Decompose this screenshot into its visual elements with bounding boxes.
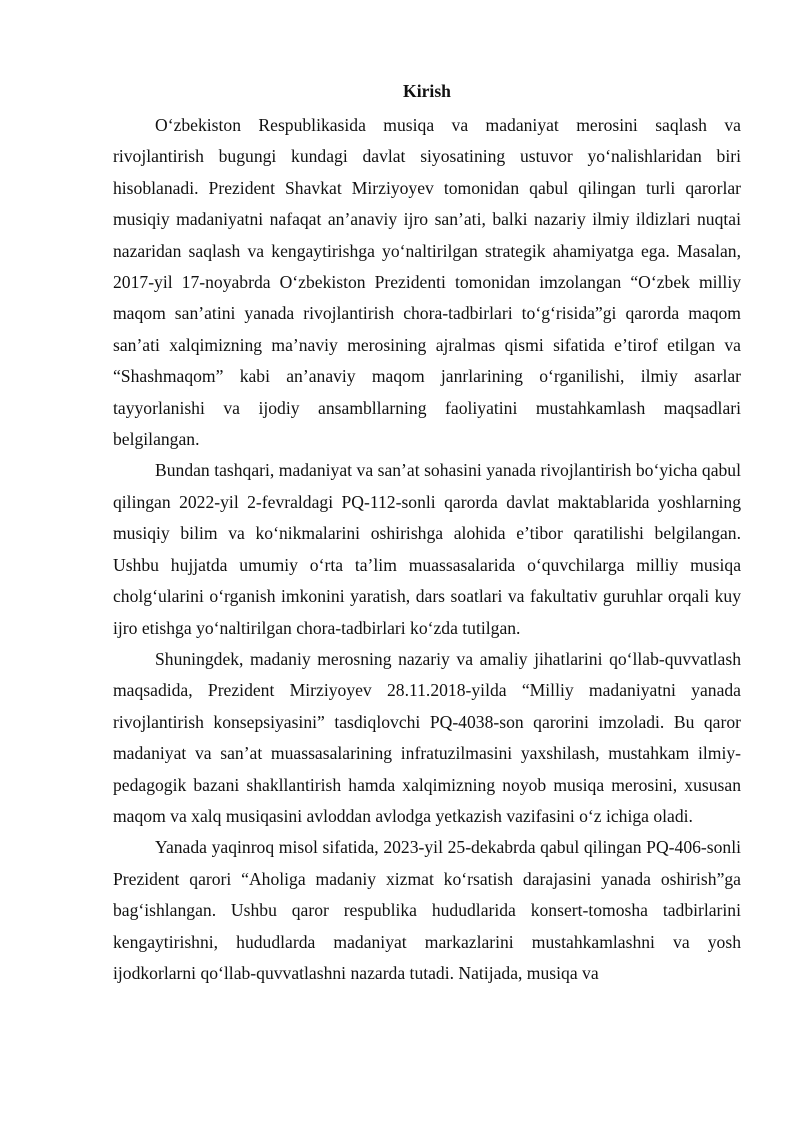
paragraph: Bundan tashqari, madaniyat va san’at sohasini yanada rivojlantirish bo‘yicha qabul qilingan 2022-yil 2-fevraldagi PQ-112-sonli qarorda davlat maktablarida yoshlarning musiqiy bilim va ko‘nikmalarini oshirishga alohida e’tibor qaratilishi belgilangan. Ushbu hujjatda umumiy o‘rta ta’lim muassasalarida o‘quvchilarga milliy musiqa cholg‘ularini o‘rganish imkonini yaratish, dars soatlari va fakultativ guruhlar orqali kuy ijro etishga yo‘naltirilgan chora-tadbirlari ko‘zda tutilgan.: [113, 460, 741, 638]
paragraph: Shuningdek, madaniy merosning nazariy va amaliy jihatlarini qo‘llab-quvvatlash maqsadida, Prezident Mirziyoyev 28.11.2018-yilda “Milliy madaniyatni yanada rivojlantirish konsepsiyasini” tasdiqlovchi PQ-4038-son qarorini imzoladi. Bu qaror madaniyat va san’at muassasalarining infratuzilmasini yaxshilash, mustahkam ilmiy-pedagogik bazani shakllantirish hamda xalqimizning noyob musiqa merosini, xususan maqom va xalq musiqasini avloddan avlodga yetkazish vazifasini o‘z ichiga oladi.: [113, 648, 741, 826]
page-title: Kirish: [403, 81, 451, 101]
paragraph: O‘zbekiston Respublikasida musiqa va madaniyat merosini saqlash va rivojlantirish bugungi kundagi davlat siyosatining ustuvor yo‘nalishlaridan biri hisoblanadi. Prezident Shavkat Mirziyoyev tomonidan qabul qilingan turli qarorlar musiqiy madaniyatni nafaqat an’anaviy ijro san’ati, balki nazariy ilmiy ildizlari nuqtai nazaridan saqlash va kengaytirishga yo‘naltirilgan strategik ahamiyatga ega. Masalan, 2017-yil 17-noyabrda O‘zbekiston Prezidenti tomonidan imzolangan “O‘zbek milliy maqom san’atini yanada rivojlantirish chora-tadbirlari to‘g‘risida”gi qarorda maqom san’ati xalqimizning ma’naviy merosining ajralmas qismi sifatida e’tirof etilgan va “Shashmaqom” kabi an’anaviy maqom janrlarining o‘rganilishi, ilmiy asarlar tayyorlanishi va ijodiy ansambllarning faoliyatini mustahkamlash maqsadlari belgilangan.: [113, 115, 741, 450]
document-page: [113, 80, 741, 989]
paragraph: Yanada yaqinroq misol sifatida, 2023-yil 25-dekabrda qabul qilingan PQ-406-sonli Prezident qarori “Aholiga madaniy xizmat ko‘rsatish darajasini yanada oshirish”ga bag‘ishlangan. Ushbu qaror respublika hududlarida konsert-tomosha tadbirlarini kengaytirishni, hududlarda madaniyat markazlarini mustahkamlashni va yosh ijodkorlarni qo‘llab-quvvatlashni nazarda tutadi. Natijada, musiqa va: [113, 837, 741, 983]
